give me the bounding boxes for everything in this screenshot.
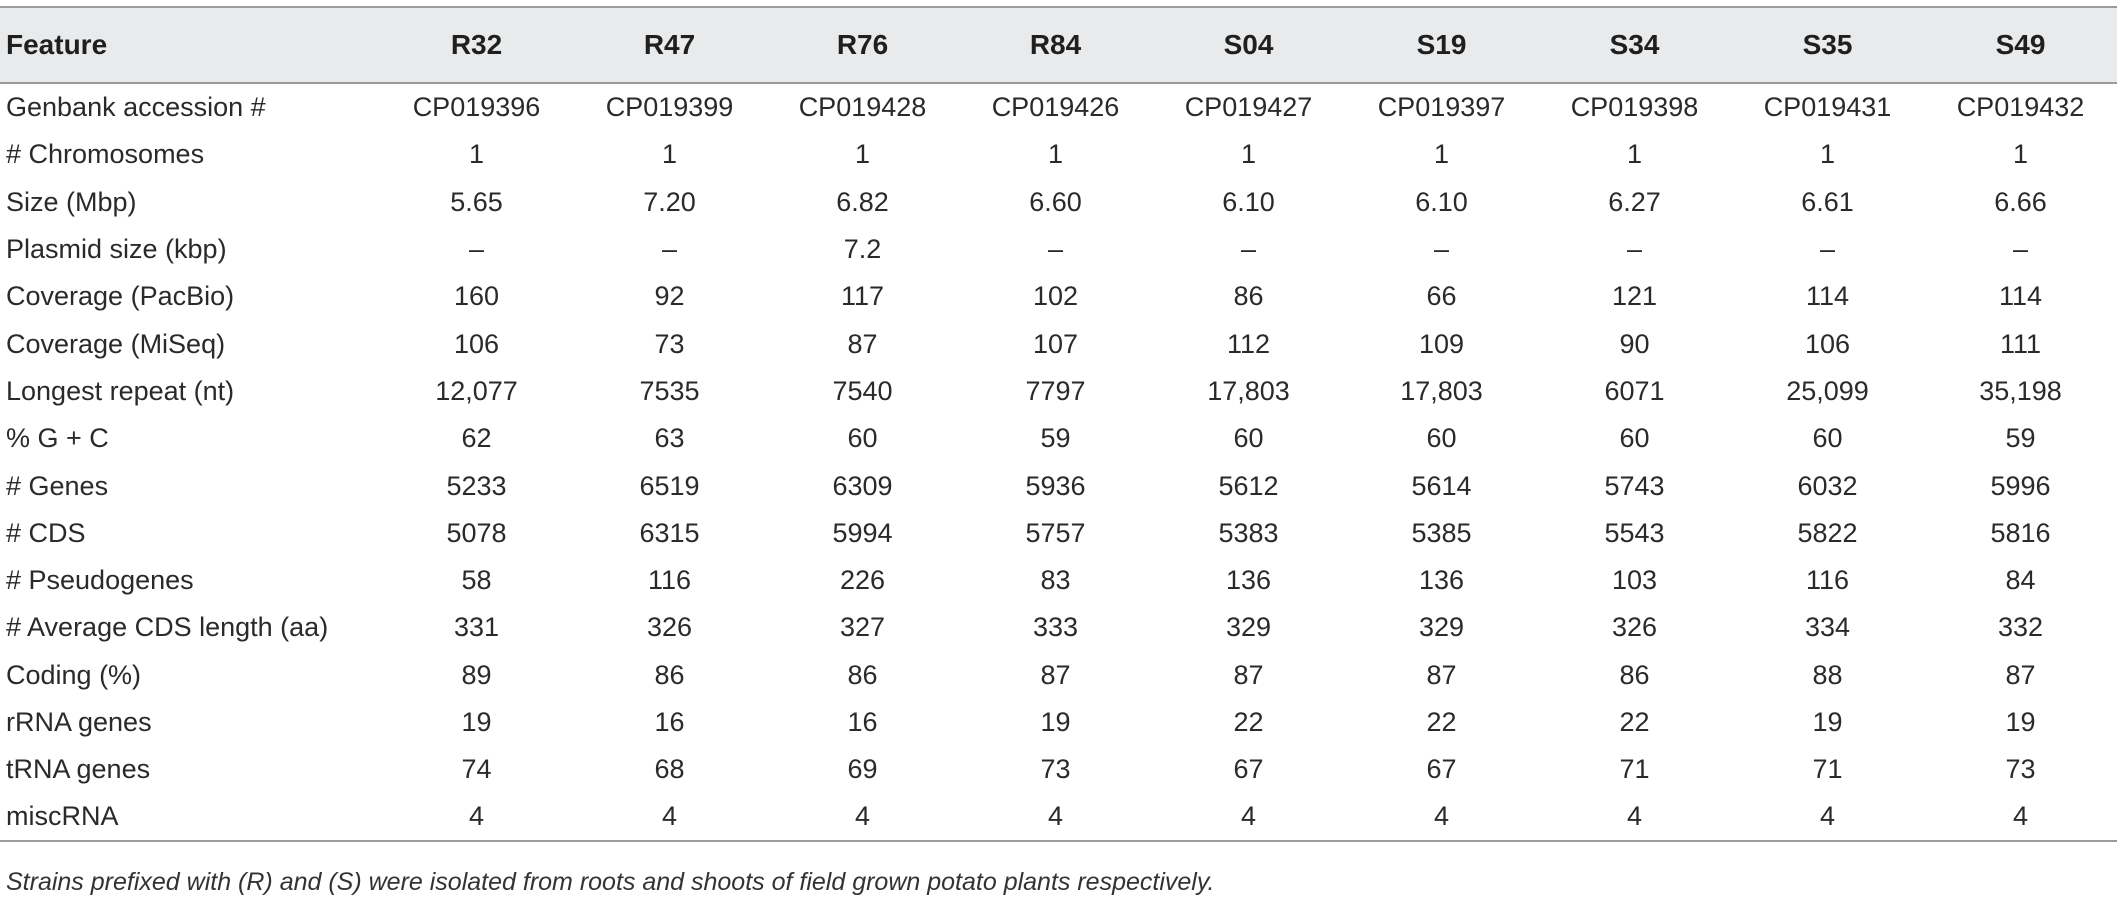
table-cell: 4 bbox=[1152, 793, 1345, 841]
genome-features-table bbox=[0, 6, 2117, 842]
table-cell: 136 bbox=[1225, 565, 1272, 596]
table-header bbox=[0, 7, 2117, 83]
table-cell: 102 bbox=[1032, 281, 1079, 312]
table-cell: 5233 bbox=[446, 470, 507, 501]
table-cell: 114 bbox=[1998, 281, 2043, 312]
table-cell: 87 bbox=[1040, 659, 1071, 690]
table-cell: 60 bbox=[1619, 423, 1650, 454]
table-cell: 6.10 bbox=[1222, 186, 1275, 217]
table-cell: 1 bbox=[1819, 139, 1836, 170]
table-cell: 86 bbox=[847, 659, 878, 690]
row-feature-label: # Average CDS length (aa) bbox=[6, 612, 329, 643]
table-row bbox=[0, 793, 2117, 841]
table-cell: 1 bbox=[854, 139, 871, 170]
table-cell: 22 bbox=[1619, 707, 1650, 737]
row-feature-label: tRNA genes bbox=[6, 754, 151, 785]
table-cell: 74 bbox=[461, 754, 492, 785]
table-cell: 25,099 bbox=[1786, 375, 1869, 406]
column-header-strain: R84 bbox=[959, 7, 1152, 83]
column-header-strain: S49 bbox=[1924, 7, 2117, 83]
table-row bbox=[0, 83, 2117, 131]
table-cell: 1 bbox=[1240, 139, 1257, 170]
table-row bbox=[0, 557, 2117, 604]
table-row bbox=[0, 368, 2117, 415]
table-cell: 116 bbox=[1805, 565, 1850, 596]
table-cell: 114 bbox=[1805, 281, 1850, 312]
table-cell: 4 bbox=[573, 793, 766, 841]
table-cell: 116 bbox=[647, 565, 692, 596]
table-cell: 5383 bbox=[1218, 517, 1279, 548]
table-row bbox=[0, 746, 2117, 793]
table-cell: 4 bbox=[1924, 793, 2117, 841]
column-header-feature: Feature bbox=[0, 7, 380, 83]
row-feature-label: Plasmid size (kbp) bbox=[6, 234, 227, 265]
table-cell: 58 bbox=[461, 565, 492, 596]
row-feature-label: rRNA genes bbox=[6, 707, 152, 737]
table-cell: 5996 bbox=[1990, 470, 2051, 501]
table-cell: – bbox=[468, 234, 485, 265]
table-cell: 107 bbox=[1032, 328, 1079, 359]
column-header-strain: R47 bbox=[573, 7, 766, 83]
table-cell: 16 bbox=[654, 707, 685, 737]
table-cell: 87 bbox=[2005, 659, 2036, 690]
row-feature-label: Coverage (MiSeq) bbox=[6, 328, 226, 359]
table-cell: 86 bbox=[1233, 281, 1264, 312]
table-cell: – bbox=[1433, 234, 1450, 265]
table-cell: 90 bbox=[1619, 328, 1650, 359]
table-row bbox=[0, 179, 2117, 226]
table-cell: 106 bbox=[1804, 328, 1851, 359]
table-cell: 4 bbox=[1345, 793, 1538, 841]
column-header-strain: S35 bbox=[1731, 7, 1924, 83]
table-cell: 60 bbox=[1426, 423, 1457, 454]
table-footnote: Strains prefixed with (R) and (S) were isolated from roots and shoots of field grown potato plants respectively. bbox=[6, 868, 1215, 896]
table-cell: 326 bbox=[646, 612, 693, 643]
table-cell: CP019397 bbox=[1377, 92, 1506, 123]
table-cell: 59 bbox=[2005, 423, 2036, 454]
table-cell: – bbox=[1819, 234, 1836, 265]
header-row bbox=[0, 7, 2117, 83]
table-cell: 87 bbox=[847, 328, 878, 359]
table-cell: 226 bbox=[839, 565, 886, 596]
table-cell: 19 bbox=[1040, 707, 1071, 737]
table-cell: 5757 bbox=[1025, 517, 1086, 548]
table-row bbox=[0, 510, 2117, 557]
table-row bbox=[0, 415, 2117, 462]
table-cell: 5816 bbox=[1990, 517, 2051, 548]
table-cell: 6.60 bbox=[1029, 186, 1082, 217]
row-feature-label: Size (Mbp) bbox=[6, 186, 137, 217]
table-cell: 86 bbox=[1619, 659, 1650, 690]
table-cell: 92 bbox=[654, 281, 685, 312]
table-cell: 4 bbox=[380, 793, 573, 841]
table-cell: 5078 bbox=[446, 517, 507, 548]
table-cell: 19 bbox=[2005, 707, 2036, 737]
table-cell: 63 bbox=[654, 423, 685, 454]
table-cell: 7797 bbox=[1025, 375, 1086, 406]
table-cell: 106 bbox=[453, 328, 500, 359]
table-cell: 19 bbox=[461, 707, 492, 737]
table-cell: 1 bbox=[1047, 139, 1064, 170]
table-row bbox=[0, 226, 2117, 273]
table-cell: – bbox=[661, 234, 678, 265]
table-cell: 5385 bbox=[1411, 517, 1472, 548]
table-cell: CP019428 bbox=[798, 92, 927, 123]
table-cell: 103 bbox=[1611, 565, 1658, 596]
table-cell: 6315 bbox=[639, 517, 700, 548]
table-cell: 87 bbox=[1233, 659, 1264, 690]
table-cell: 86 bbox=[654, 659, 685, 690]
table-cell: 19 bbox=[1812, 707, 1843, 737]
table-cell: 5936 bbox=[1025, 470, 1086, 501]
table-row bbox=[0, 320, 2117, 367]
table-row bbox=[0, 652, 2117, 699]
table-cell: 5.65 bbox=[450, 186, 503, 217]
column-header-strain: S34 bbox=[1538, 7, 1731, 83]
table-cell: 6.82 bbox=[836, 186, 889, 217]
table-row bbox=[0, 462, 2117, 509]
table-cell: 160 bbox=[453, 281, 500, 312]
table-cell: 17,803 bbox=[1400, 375, 1483, 406]
table-cell: CP019432 bbox=[1956, 92, 2085, 123]
table-cell: 69 bbox=[847, 754, 878, 785]
table-cell: 6309 bbox=[832, 470, 893, 501]
table-cell: 4 bbox=[1731, 793, 1924, 841]
table-cell: 7540 bbox=[832, 375, 893, 406]
table-cell: 7.20 bbox=[643, 186, 696, 217]
table-cell: 4 bbox=[1538, 793, 1731, 841]
table-cell: 16 bbox=[847, 707, 878, 737]
table-cell: 1 bbox=[2012, 139, 2029, 170]
table-cell: 66 bbox=[1426, 281, 1457, 312]
table-body bbox=[0, 83, 2117, 841]
table-cell: 6032 bbox=[1797, 470, 1858, 501]
table-cell: 333 bbox=[1032, 612, 1079, 643]
table-cell: CP019431 bbox=[1763, 92, 1892, 123]
table-cell: CP019427 bbox=[1184, 92, 1313, 123]
table-cell: 22 bbox=[1426, 707, 1457, 737]
column-header-strain: S19 bbox=[1345, 7, 1538, 83]
table-cell: 326 bbox=[1611, 612, 1658, 643]
row-feature-label: miscRNA bbox=[0, 793, 380, 841]
table-cell: 87 bbox=[1426, 659, 1457, 690]
table-cell: 22 bbox=[1233, 707, 1264, 737]
table-cell: 329 bbox=[1418, 612, 1465, 643]
table-cell: – bbox=[1240, 234, 1257, 265]
row-feature-label: # CDS bbox=[6, 517, 86, 548]
table-cell: 73 bbox=[654, 328, 685, 359]
row-feature-label: Coverage (PacBio) bbox=[6, 281, 235, 312]
table-cell: 6.10 bbox=[1415, 186, 1468, 217]
table-row bbox=[0, 699, 2117, 746]
table-cell: 1 bbox=[1626, 139, 1643, 170]
table-cell: 67 bbox=[1426, 754, 1457, 785]
table-cell: 6071 bbox=[1604, 375, 1665, 406]
table-cell: 67 bbox=[1233, 754, 1264, 785]
column-header-strain: R32 bbox=[380, 7, 573, 83]
table-cell: 111 bbox=[1999, 328, 2042, 359]
table-cell: CP019399 bbox=[605, 92, 734, 123]
table-cell: 136 bbox=[1418, 565, 1465, 596]
table-cell: 71 bbox=[1619, 754, 1650, 785]
table-cell: 12,077 bbox=[435, 375, 518, 406]
table-cell: – bbox=[1626, 234, 1643, 265]
table-cell: 68 bbox=[654, 754, 685, 785]
row-feature-label: # Chromosomes bbox=[6, 139, 205, 170]
table-cell: 35,198 bbox=[1979, 375, 2062, 406]
table-cell: 73 bbox=[1040, 754, 1071, 785]
table-cell: – bbox=[2012, 234, 2029, 265]
table-cell: 334 bbox=[1804, 612, 1851, 643]
table-cell: 327 bbox=[839, 612, 886, 643]
table-cell: 71 bbox=[1812, 754, 1843, 785]
table-cell: CP019396 bbox=[412, 92, 541, 123]
table-cell: 329 bbox=[1225, 612, 1272, 643]
table-row bbox=[0, 131, 2117, 178]
table-cell: CP019398 bbox=[1570, 92, 1699, 123]
table-cell: 5614 bbox=[1411, 470, 1472, 501]
table-cell: 6.66 bbox=[1994, 186, 2047, 217]
row-feature-label: Coding (%) bbox=[6, 659, 142, 690]
table-cell: 117 bbox=[840, 281, 885, 312]
table-cell: 1 bbox=[1433, 139, 1450, 170]
table-cell: 5822 bbox=[1797, 517, 1858, 548]
table-cell: CP019426 bbox=[991, 92, 1120, 123]
table-cell: 7.2 bbox=[843, 234, 882, 265]
table-cell: 121 bbox=[1611, 281, 1658, 312]
table-cell: 89 bbox=[461, 659, 492, 690]
table-cell: 62 bbox=[461, 423, 492, 454]
table-cell: 6.27 bbox=[1608, 186, 1661, 217]
row-feature-label: # Pseudogenes bbox=[6, 565, 194, 596]
table-row bbox=[0, 604, 2117, 651]
row-feature-label: % G + C bbox=[6, 423, 109, 454]
table-cell: 84 bbox=[2005, 565, 2036, 596]
row-feature-label: Longest repeat (nt) bbox=[6, 375, 235, 406]
table-cell: 73 bbox=[2005, 754, 2036, 785]
table-cell: 331 bbox=[453, 612, 500, 643]
table-cell: – bbox=[1047, 234, 1064, 265]
table-cell: 332 bbox=[1997, 612, 2044, 643]
table-cell: 109 bbox=[1418, 328, 1465, 359]
table-cell: 5994 bbox=[832, 517, 893, 548]
table-cell: 5543 bbox=[1604, 517, 1665, 548]
table-cell: 83 bbox=[1040, 565, 1071, 596]
table-cell: 60 bbox=[1812, 423, 1843, 454]
table-cell: 88 bbox=[1812, 659, 1843, 690]
row-feature-label: Genbank accession # bbox=[6, 92, 266, 123]
table-cell: 1 bbox=[468, 139, 485, 170]
table-cell: 5743 bbox=[1604, 470, 1665, 501]
table-cell: 59 bbox=[1040, 423, 1071, 454]
table-cell: 6.61 bbox=[1801, 186, 1854, 217]
table-row bbox=[0, 273, 2117, 320]
table-cell: 4 bbox=[766, 793, 959, 841]
table-cell: 5612 bbox=[1218, 470, 1279, 501]
row-feature-label: # Genes bbox=[6, 470, 109, 501]
table-cell: 60 bbox=[847, 423, 878, 454]
table-cell: 6519 bbox=[639, 470, 700, 501]
table-cell: 17,803 bbox=[1207, 375, 1290, 406]
table-cell: 7535 bbox=[639, 375, 700, 406]
column-header-strain: R76 bbox=[766, 7, 959, 83]
table-cell: 4 bbox=[959, 793, 1152, 841]
table-cell: 1 bbox=[661, 139, 678, 170]
table-cell: 60 bbox=[1233, 423, 1264, 454]
column-header-strain: S04 bbox=[1152, 7, 1345, 83]
table-cell: 112 bbox=[1226, 328, 1271, 359]
